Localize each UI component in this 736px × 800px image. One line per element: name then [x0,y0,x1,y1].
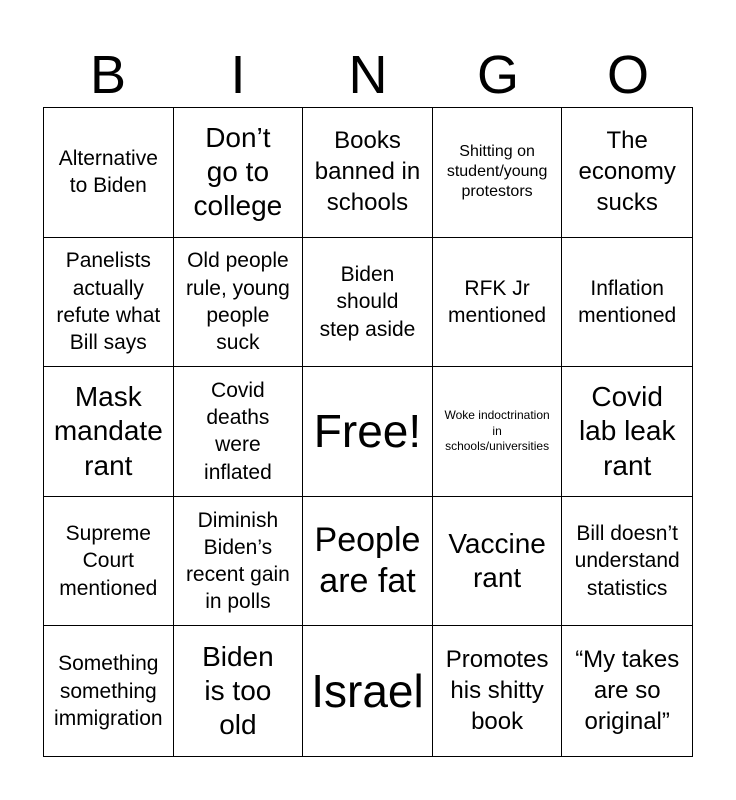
cell-text: Covid lab leak rant [578,381,676,481]
bingo-cell[interactable] [303,108,433,238]
bingo-cell[interactable] [433,367,563,497]
bingo-cell[interactable] [174,497,304,627]
bingo-cell[interactable] [562,497,692,627]
cell-text: Woke indoctrination in schools/universities [444,408,550,454]
bingo-cell[interactable] [562,238,692,368]
bingo-cell[interactable] [303,626,433,756]
cell-text: Promotes his shitty book [445,646,549,735]
bingo-cell[interactable] [303,497,433,627]
cell-text: Biden should step aside [319,262,416,341]
bingo-cell[interactable] [433,497,563,627]
cell-text: Supreme Court mentioned [59,522,158,600]
bingo-cell[interactable] [44,497,174,627]
header-letter-b: B [89,45,127,105]
cell-text: Shitting on student/young protestors [446,143,548,201]
cell-text: Old people rule, young people suck [185,249,290,355]
cell-text: Books banned in schools [314,127,421,216]
cell-text: Vaccine rant [448,527,546,594]
bingo-cell[interactable] [44,626,174,756]
header-letter-g: G [476,45,519,105]
header-letter-i: I [230,45,246,105]
header-letter-n: N [348,45,388,105]
cell-text: “My takes are so original” [575,646,680,735]
bingo-cell[interactable] [562,626,692,756]
bingo-cell[interactable] [44,367,174,497]
cell-text: Free! [313,405,422,458]
bingo-cell[interactable] [433,238,563,368]
bingo-cell[interactable] [433,626,563,756]
bingo-cell[interactable] [174,238,304,368]
cell-text: Biden is too old [202,640,274,741]
cell-text: People are fat [314,521,421,601]
bingo-cell[interactable] [174,626,304,756]
cell-text: Mask mandate rant [53,381,163,481]
bingo-cell[interactable] [562,108,692,238]
cell-text: Covid deaths were inflated [204,378,272,484]
cell-text: Diminish Biden’s recent gain in polls [185,508,290,614]
cell-text: Something something immigration [54,652,163,730]
bingo-cell[interactable] [174,108,304,238]
bingo-board [43,107,693,757]
cell-text: Bill doesn’t understand statistics [574,522,680,600]
bingo-cell[interactable] [44,108,174,238]
bingo-cell[interactable] [44,238,174,368]
header-letter-o: O [606,45,649,105]
bingo-cell[interactable] [562,367,692,497]
cell-text: Alternative to Biden [58,147,158,198]
cell-text: The economy sucks [578,127,676,216]
cell-text: Inflation mentioned [578,276,677,327]
cell-text: Don’t go to college [193,122,283,222]
bingo-cell[interactable] [433,108,563,238]
cell-text: Panelists actually refute what Bill says [56,249,161,355]
cell-text: RFK Jr mentioned [448,276,547,327]
bingo-cell[interactable] [174,367,304,497]
bingo-header [43,42,693,108]
cell-text: Israel [311,664,424,717]
bingo-cell[interactable] [303,238,433,368]
free-space[interactable] [303,367,433,497]
